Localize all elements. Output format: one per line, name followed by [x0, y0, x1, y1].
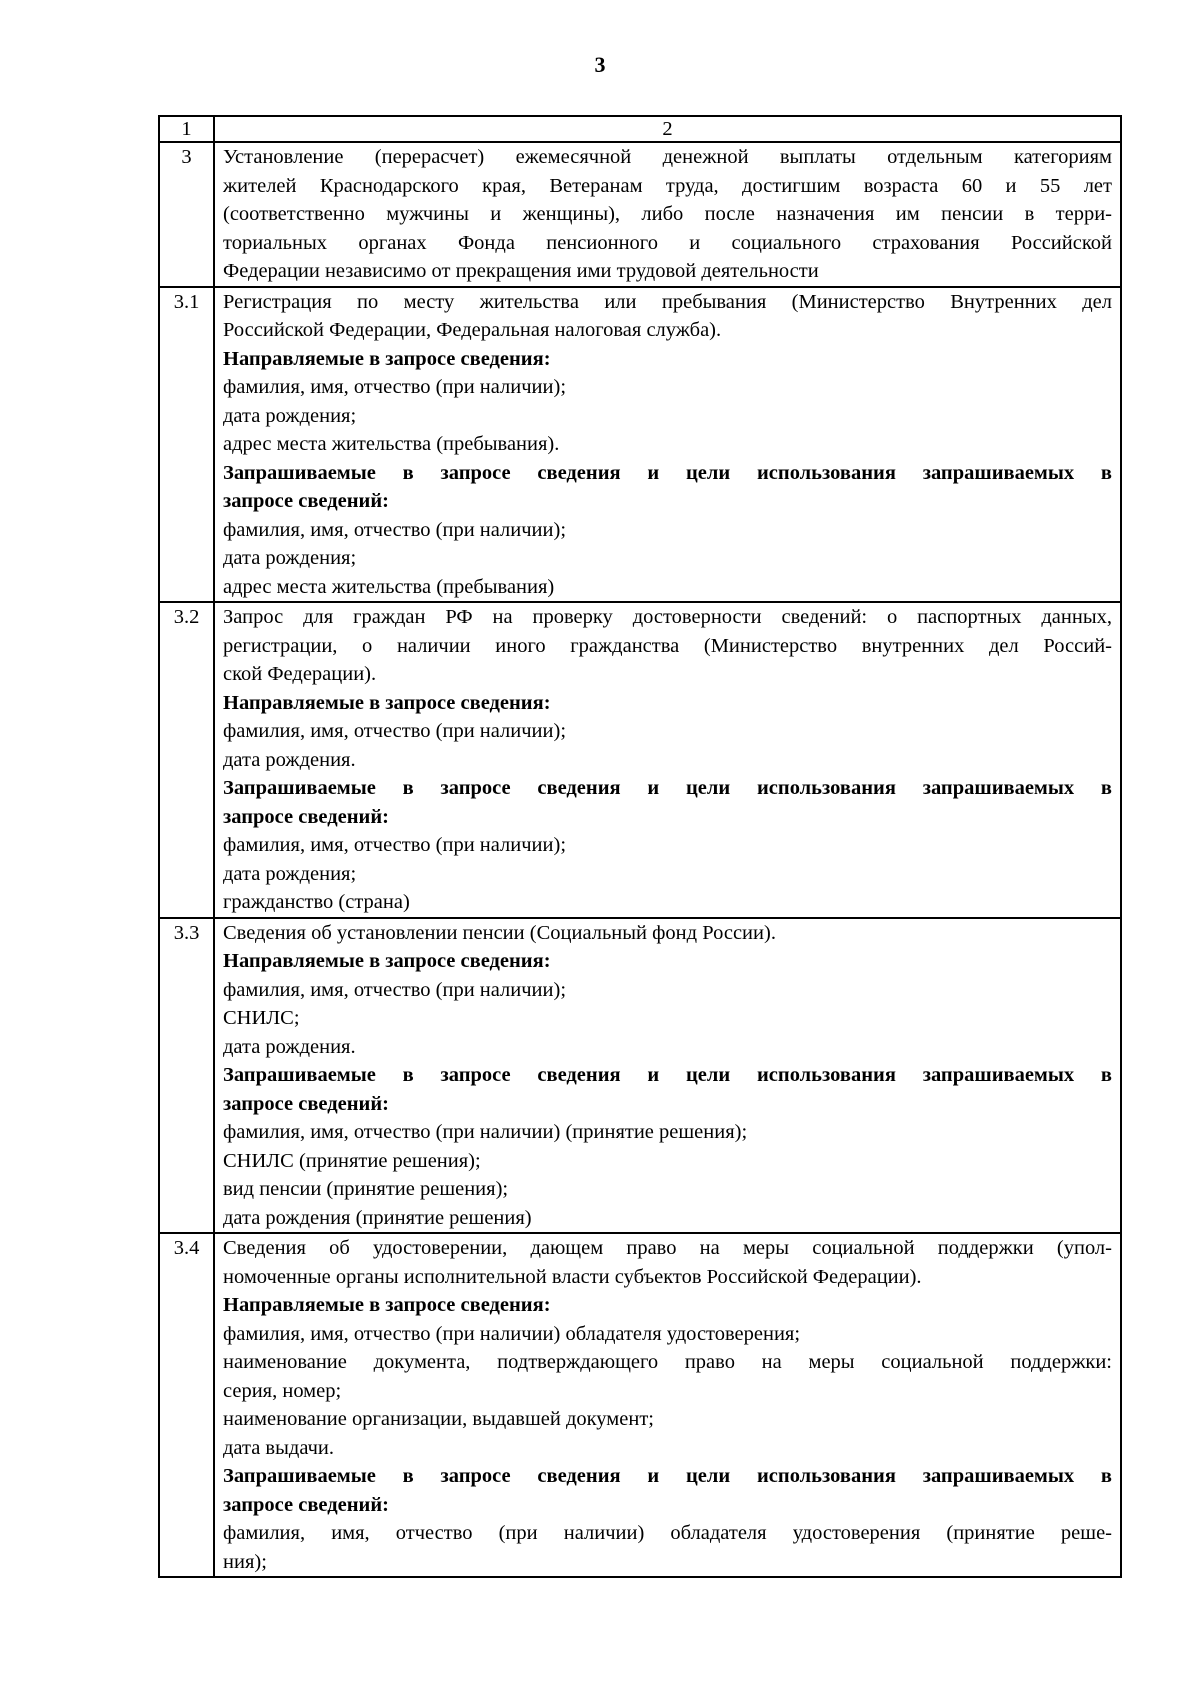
text-line: регистрации, о наличии иного гражданства (Министерство внутренних дел Россий- [223, 634, 1112, 657]
table-row [159, 287, 1121, 603]
section-heading-line: Направляемые в запросе сведения: [223, 1294, 551, 1316]
row-content-cell [214, 142, 1121, 287]
text-line: СНИЛС; [223, 1007, 300, 1029]
text-line: фамилия, имя, отчество (при наличии); [223, 376, 567, 398]
text-line: фамилия, имя, отчество (при наличии) (принятие решения); [223, 1121, 748, 1143]
row-content-cell [214, 1233, 1121, 1577]
text-line: дата рождения. [223, 1035, 356, 1058]
text-line: адрес места жительства (пребывания). [223, 433, 560, 455]
section-heading-line: запросе сведений: [223, 490, 389, 512]
text-line: Российской Федерации, Федеральная налоговая служба). [223, 319, 722, 341]
text-line: фамилия, имя, отчество (при наличии) обладателя удостоверения; [223, 1322, 801, 1345]
section-heading-line: запросе сведений: [223, 805, 389, 828]
text-line: Установление (перерасчет) ежемесячной денежной выплаты отдельным категориям [223, 146, 1112, 168]
text-line: Запрос для граждан РФ на проверку достоверности сведений: о паспортных данных, [223, 606, 1112, 628]
text-line: фамилия, имя, отчество (при наличии); [223, 834, 567, 856]
header-cell-number: 1 [159, 116, 214, 142]
row-number-cell: 3.1 [159, 287, 214, 603]
row-content-cell [214, 287, 1121, 603]
table-body [159, 116, 1121, 1577]
text-line: фамилия, имя, отчество (при наличии); [223, 518, 567, 541]
row-number-cell: 3 [159, 142, 214, 287]
text-line: фамилия, имя, отчество (при наличии); [223, 978, 567, 1001]
section-heading-line: Запрашиваемые в запросе сведения и цели использования запрашиваемых в [223, 1465, 1112, 1487]
text-line: Сведения об удостоверении, дающем право на меры социальной поддержки (упол- [223, 1237, 1112, 1259]
text-line: дата рождения; [223, 547, 357, 569]
text-line: фамилия, имя, отчество (при наличии) обладателя удостоверения (принятие реше- [223, 1522, 1112, 1544]
section-heading-line: Направляемые в запросе сведения: [223, 691, 551, 714]
text-line: дата выдачи. [223, 1436, 334, 1459]
text-line: ния); [223, 1550, 267, 1573]
row-content-cell [214, 918, 1121, 1234]
text-line: ториальных органах Фонда пенсионного и социального страхования Российской [223, 231, 1112, 254]
text-line: СНИЛС (принятие решения); [223, 1149, 481, 1172]
header-cell-content: 2 [214, 116, 1121, 142]
text-line: дата рождения; [223, 404, 357, 427]
table-row [159, 1233, 1121, 1577]
text-line: фамилия, имя, отчество (при наличии); [223, 720, 567, 742]
table-row [159, 142, 1121, 287]
section-heading-line: запросе сведений: [223, 1493, 389, 1516]
text-line: дата рождения. [223, 748, 356, 771]
text-line: (соответственно мужчины и женщины), либо после назначения им пенсии в терри- [223, 203, 1112, 225]
table-row [159, 602, 1121, 918]
text-line: Федерации независимо от прекращения ими трудовой деятельности [223, 260, 819, 282]
text-line: номоченные органы исполнительной власти субъектов Российской Федерации). [223, 1265, 922, 1288]
section-heading-line: Направляемые в запросе сведения: [223, 347, 551, 370]
text-line: адрес места жительства (пребывания) [223, 575, 555, 598]
row-number-cell: 3.3 [159, 918, 214, 1234]
text-line: наименование документа, подтверждающего право на меры социальной поддержки: [223, 1351, 1112, 1373]
text-line: наименование организации, выдавшей документ; [223, 1408, 654, 1430]
section-heading-line: запросе сведений: [223, 1092, 389, 1115]
text-line: Регистрация по месту жительства или пребывания (Министерство Внутренних дел [223, 290, 1112, 313]
document-table [158, 115, 1122, 1578]
text-line: дата рождения (принятие решения) [223, 1206, 532, 1229]
section-heading-line: Запрашиваемые в запросе сведения и цели использования запрашиваемых в [223, 1064, 1112, 1086]
section-heading-line: Запрашиваемые в запросе сведения и цели использования запрашиваемых в [223, 461, 1112, 484]
table-header-row [159, 116, 1121, 142]
section-heading-line: Запрашиваемые в запросе сведения и цели использования запрашиваемых в [223, 777, 1112, 799]
text-line: дата рождения; [223, 862, 357, 885]
text-line: ской Федерации). [223, 663, 377, 685]
table-row [159, 918, 1121, 1234]
section-heading-line: Направляемые в запросе сведения: [223, 950, 551, 972]
text-line: серия, номер; [223, 1379, 342, 1402]
text-line: жителей Краснодарского края, Ветеранам труда, достигшим возраста 60 и 55 лет [223, 174, 1112, 197]
text-line: Сведения об установлении пенсии (Социальный фонд России). [223, 921, 776, 944]
row-content-cell [214, 602, 1121, 918]
text-line: гражданство (страна) [223, 891, 410, 913]
text-line: вид пенсии (принятие решения); [223, 1178, 509, 1200]
row-number-cell: 3.2 [159, 602, 214, 918]
page-number: 3 [594, 52, 606, 77]
row-number-cell: 3.4 [159, 1233, 214, 1577]
